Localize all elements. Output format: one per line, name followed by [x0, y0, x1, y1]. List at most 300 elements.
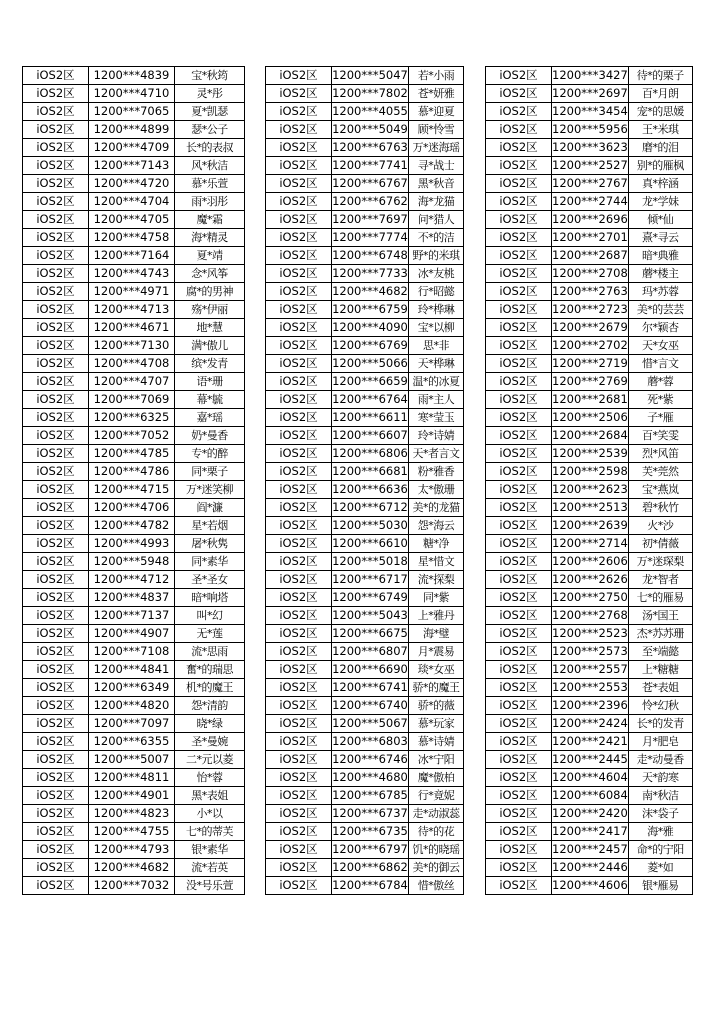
- table-row: [486, 337, 693, 355]
- account-id-cell: 1200***3623: [552, 139, 629, 157]
- player-name-cell: 真*梓涵: [628, 175, 692, 193]
- account-id-cell: 1200***4707: [89, 373, 175, 391]
- account-id-cell: 1200***4606: [552, 877, 629, 895]
- table-row: [266, 301, 464, 319]
- table-row: [266, 265, 464, 283]
- account-id-cell: 1200***4901: [89, 787, 175, 805]
- account-id-cell: 1200***2598: [552, 463, 629, 481]
- account-id-cell: 1200***2708: [552, 265, 629, 283]
- server-cell: iOS2区: [486, 679, 552, 697]
- player-name-cell: 不*的洁: [409, 229, 464, 247]
- player-name-cell: 屠*秋隽: [175, 535, 245, 553]
- table-row: [23, 211, 245, 229]
- server-cell: iOS2区: [23, 373, 89, 391]
- table-row: [266, 391, 464, 409]
- table-row: [486, 373, 693, 391]
- player-name-cell: 行*昭懿: [409, 283, 464, 301]
- server-cell: iOS2区: [23, 103, 89, 121]
- account-id-cell: 1200***7137: [89, 607, 175, 625]
- account-id-cell: 1200***2573: [552, 643, 629, 661]
- account-id-cell: 1200***6636: [332, 481, 409, 499]
- table-row: [266, 211, 464, 229]
- server-cell: iOS2区: [266, 661, 332, 679]
- table-row: [486, 265, 693, 283]
- account-id-cell: 1200***5043: [332, 607, 409, 625]
- server-cell: iOS2区: [486, 139, 552, 157]
- player-name-cell: 海*璧: [409, 625, 464, 643]
- table-row: [486, 877, 693, 895]
- player-name-cell: 苍*表姐: [628, 679, 692, 697]
- player-name-cell: 怨*清韵: [175, 697, 245, 715]
- player-name-cell: 奮*的瑞思: [175, 661, 245, 679]
- player-name-cell: 别*的雁枫: [628, 157, 692, 175]
- table-row: [486, 67, 693, 85]
- server-cell: iOS2区: [23, 229, 89, 247]
- table-row: [23, 391, 245, 409]
- account-id-cell: 1200***6806: [332, 445, 409, 463]
- player-name-cell: 七*的蒂芙: [175, 823, 245, 841]
- server-cell: iOS2区: [23, 157, 89, 175]
- account-id-cell: 1200***6803: [332, 733, 409, 751]
- player-name-cell: 天*桦琳: [409, 355, 464, 373]
- player-name-cell: 星*惜文: [409, 553, 464, 571]
- server-cell: iOS2区: [266, 247, 332, 265]
- account-id-cell: 1200***2714: [552, 535, 629, 553]
- player-name-cell: 风*秋洁: [175, 157, 245, 175]
- account-id-cell: 1200***4786: [89, 463, 175, 481]
- account-id-cell: 1200***7143: [89, 157, 175, 175]
- account-id-cell: 1200***6769: [332, 337, 409, 355]
- player-name-cell: 温*的冰夏: [409, 373, 464, 391]
- server-cell: iOS2区: [486, 175, 552, 193]
- player-name-cell: 天*者言文: [409, 445, 464, 463]
- player-name-cell: 苍*妍雅: [409, 85, 464, 103]
- table-row: [23, 517, 245, 535]
- player-name-cell: 晓*绿: [175, 715, 245, 733]
- server-cell: iOS2区: [266, 445, 332, 463]
- server-cell: iOS2区: [486, 499, 552, 517]
- account-id-cell: 1200***6807: [332, 643, 409, 661]
- table-row: [23, 877, 245, 895]
- account-id-cell: 1200***2557: [552, 661, 629, 679]
- account-id-cell: 1200***4708: [89, 355, 175, 373]
- player-name-cell: 寻*战士: [409, 157, 464, 175]
- server-cell: iOS2区: [266, 625, 332, 643]
- account-id-cell: 1200***4671: [89, 319, 175, 337]
- server-cell: iOS2区: [23, 823, 89, 841]
- account-id-cell: 1200***4680: [332, 769, 409, 787]
- account-id-cell: 1200***5018: [332, 553, 409, 571]
- player-name-cell: 子*雁: [628, 409, 692, 427]
- account-id-cell: 1200***7733: [332, 265, 409, 283]
- player-name-cell: 怨*海云: [409, 517, 464, 535]
- server-cell: iOS2区: [486, 445, 552, 463]
- server-cell: iOS2区: [266, 823, 332, 841]
- table-row: [23, 193, 245, 211]
- account-id-cell: 1200***4755: [89, 823, 175, 841]
- player-name-cell: 寒*莹玉: [409, 409, 464, 427]
- winner-table-2: [265, 66, 464, 895]
- server-cell: iOS2区: [266, 805, 332, 823]
- account-id-cell: 1200***2639: [552, 517, 629, 535]
- server-cell: iOS2区: [266, 157, 332, 175]
- server-cell: iOS2区: [23, 463, 89, 481]
- account-id-cell: 1200***2768: [552, 607, 629, 625]
- server-cell: iOS2区: [266, 679, 332, 697]
- table-row: [266, 625, 464, 643]
- player-name-cell: 同*紫: [409, 589, 464, 607]
- table-row: [486, 211, 693, 229]
- server-cell: iOS2区: [486, 463, 552, 481]
- table-row: [23, 409, 245, 427]
- server-cell: iOS2区: [23, 643, 89, 661]
- table-row: [23, 715, 245, 733]
- account-id-cell: 1200***7032: [89, 877, 175, 895]
- server-cell: iOS2区: [486, 877, 552, 895]
- table-row: [23, 229, 245, 247]
- server-cell: iOS2区: [486, 301, 552, 319]
- table-row: [266, 787, 464, 805]
- account-id-cell: 1200***5956: [552, 121, 629, 139]
- account-id-cell: 1200***4713: [89, 301, 175, 319]
- server-cell: iOS2区: [486, 823, 552, 841]
- account-id-cell: 1200***7108: [89, 643, 175, 661]
- server-cell: iOS2区: [23, 175, 89, 193]
- player-name-cell: 宝*以柳: [409, 319, 464, 337]
- server-cell: iOS2区: [266, 715, 332, 733]
- table-row: [486, 751, 693, 769]
- server-cell: iOS2区: [266, 553, 332, 571]
- player-name-cell: 蘑*楼主: [628, 265, 692, 283]
- server-cell: iOS2区: [266, 121, 332, 139]
- server-cell: iOS2区: [23, 841, 89, 859]
- server-cell: iOS2区: [266, 769, 332, 787]
- server-cell: iOS2区: [266, 787, 332, 805]
- server-cell: iOS2区: [486, 229, 552, 247]
- table-row: [486, 805, 693, 823]
- player-name-cell: 美*的御云: [409, 859, 464, 877]
- player-name-cell: 芙*莞然: [628, 463, 692, 481]
- server-cell: iOS2区: [23, 337, 89, 355]
- player-name-cell: 腐*的男神: [175, 283, 245, 301]
- server-cell: iOS2区: [266, 283, 332, 301]
- table-row: [266, 463, 464, 481]
- server-cell: iOS2区: [486, 157, 552, 175]
- server-cell: iOS2区: [23, 121, 89, 139]
- table-row: [23, 445, 245, 463]
- player-name-cell: 万*迷笑柳: [175, 481, 245, 499]
- table-row: [486, 319, 693, 337]
- player-name-cell: 上*糖糖: [628, 661, 692, 679]
- server-cell: iOS2区: [486, 337, 552, 355]
- player-name-cell: 殇*伊丽: [175, 301, 245, 319]
- server-cell: iOS2区: [486, 607, 552, 625]
- player-name-cell: 海*雅: [628, 823, 692, 841]
- server-cell: iOS2区: [266, 193, 332, 211]
- account-id-cell: 1200***4785: [89, 445, 175, 463]
- table-row: [266, 877, 464, 895]
- account-id-cell: 1200***6735: [332, 823, 409, 841]
- account-id-cell: 1200***2421: [552, 733, 629, 751]
- player-name-cell: 小*以: [175, 805, 245, 823]
- account-id-cell: 1200***5948: [89, 553, 175, 571]
- account-id-cell: 1200***6659: [332, 373, 409, 391]
- server-cell: iOS2区: [486, 553, 552, 571]
- account-id-cell: 1200***2445: [552, 751, 629, 769]
- account-id-cell: 1200***4055: [332, 103, 409, 121]
- account-id-cell: 1200***6737: [332, 805, 409, 823]
- table-row: [266, 805, 464, 823]
- player-name-cell: 惜*言文: [628, 355, 692, 373]
- player-name-cell: 待*的栗子: [628, 67, 692, 85]
- table-row: [486, 625, 693, 643]
- table-row: [486, 661, 693, 679]
- account-id-cell: 1200***7097: [89, 715, 175, 733]
- player-name-cell: 琰*女巫: [409, 661, 464, 679]
- table-row: [23, 481, 245, 499]
- account-id-cell: 1200***2523: [552, 625, 629, 643]
- table-row: [486, 103, 693, 121]
- server-cell: iOS2区: [266, 499, 332, 517]
- player-name-cell: 七*的雁易: [628, 589, 692, 607]
- table-row: [266, 553, 464, 571]
- player-name-cell: 宠*的思媛: [628, 103, 692, 121]
- server-cell: iOS2区: [266, 751, 332, 769]
- server-cell: iOS2区: [23, 301, 89, 319]
- account-id-cell: 1200***6681: [332, 463, 409, 481]
- table-row: [23, 607, 245, 625]
- server-cell: iOS2区: [486, 247, 552, 265]
- account-id-cell: 1200***4712: [89, 571, 175, 589]
- player-name-cell: 圣*圣女: [175, 571, 245, 589]
- account-id-cell: 1200***5049: [332, 121, 409, 139]
- server-cell: iOS2区: [486, 391, 552, 409]
- account-id-cell: 1200***4604: [552, 769, 629, 787]
- account-id-cell: 1200***2420: [552, 805, 629, 823]
- account-id-cell: 1200***4704: [89, 193, 175, 211]
- table-row: [486, 715, 693, 733]
- account-id-cell: 1200***6084: [552, 787, 629, 805]
- table-row: [486, 229, 693, 247]
- server-cell: iOS2区: [486, 625, 552, 643]
- server-cell: iOS2区: [266, 103, 332, 121]
- player-name-cell: 至*端懿: [628, 643, 692, 661]
- account-id-cell: 1200***6607: [332, 427, 409, 445]
- account-id-cell: 1200***2763: [552, 283, 629, 301]
- server-cell: iOS2区: [266, 139, 332, 157]
- server-cell: iOS2区: [23, 661, 89, 679]
- player-name-cell: 天*韵寒: [628, 769, 692, 787]
- table-row: [486, 121, 693, 139]
- table-row: [266, 175, 464, 193]
- player-name-cell: 满*傲儿: [175, 337, 245, 355]
- account-id-cell: 1200***4720: [89, 175, 175, 193]
- table-row: [23, 319, 245, 337]
- server-cell: iOS2区: [486, 571, 552, 589]
- server-cell: iOS2区: [486, 121, 552, 139]
- player-name-cell: 烈*风笛: [628, 445, 692, 463]
- table-row: [266, 643, 464, 661]
- player-name-cell: 太*傲珊: [409, 481, 464, 499]
- server-cell: iOS2区: [266, 337, 332, 355]
- table-row: [266, 337, 464, 355]
- account-id-cell: 1200***6784: [332, 877, 409, 895]
- table-row: [486, 427, 693, 445]
- player-name-cell: 慕*迎夏: [409, 103, 464, 121]
- player-name-cell: 流*若英: [175, 859, 245, 877]
- table-row: [266, 499, 464, 517]
- account-id-cell: 1200***6740: [332, 697, 409, 715]
- table-row: [266, 697, 464, 715]
- account-id-cell: 1200***4705: [89, 211, 175, 229]
- server-cell: iOS2区: [486, 85, 552, 103]
- server-cell: iOS2区: [23, 859, 89, 877]
- server-cell: iOS2区: [23, 139, 89, 157]
- table-row: [486, 301, 693, 319]
- server-cell: iOS2区: [23, 697, 89, 715]
- player-name-cell: 念*风筝: [175, 265, 245, 283]
- account-id-cell: 1200***4090: [332, 319, 409, 337]
- account-id-cell: 1200***2623: [552, 481, 629, 499]
- table-row: [23, 553, 245, 571]
- player-name-cell: 王*米琪: [628, 121, 692, 139]
- account-id-cell: 1200***2719: [552, 355, 629, 373]
- account-id-cell: 1200***5047: [332, 67, 409, 85]
- server-cell: iOS2区: [23, 445, 89, 463]
- player-name-cell: 长*的表叔: [175, 139, 245, 157]
- server-cell: iOS2区: [23, 535, 89, 553]
- table-row: [23, 247, 245, 265]
- table-row: [486, 139, 693, 157]
- account-id-cell: 1200***7697: [332, 211, 409, 229]
- player-name-cell: 美*的龙猫: [409, 499, 464, 517]
- account-id-cell: 1200***2679: [552, 319, 629, 337]
- player-name-cell: 雨*羽彤: [175, 193, 245, 211]
- player-name-cell: 魔*傲柏: [409, 769, 464, 787]
- table-row: [486, 679, 693, 697]
- account-id-cell: 1200***6355: [89, 733, 175, 751]
- server-cell: iOS2区: [266, 607, 332, 625]
- player-name-cell: 尔*颖杏: [628, 319, 692, 337]
- server-cell: iOS2区: [266, 85, 332, 103]
- account-id-cell: 1200***6746: [332, 751, 409, 769]
- table-row: [23, 859, 245, 877]
- server-cell: iOS2区: [23, 517, 89, 535]
- player-name-cell: 万*迷琛梨: [628, 553, 692, 571]
- table-row: [23, 337, 245, 355]
- table-row: [266, 193, 464, 211]
- table-row: [486, 175, 693, 193]
- player-name-cell: 银*雁易: [628, 877, 692, 895]
- player-name-cell: 缤*发青: [175, 355, 245, 373]
- player-name-cell: 没*号乐萱: [175, 877, 245, 895]
- table-row: [23, 571, 245, 589]
- player-name-cell: 骄*的魔王: [409, 679, 464, 697]
- player-name-cell: 美*的芸芸: [628, 301, 692, 319]
- server-cell: iOS2区: [23, 355, 89, 373]
- table-row: [266, 67, 464, 85]
- player-name-cell: 冰*友桃: [409, 265, 464, 283]
- player-name-cell: 菱*如: [628, 859, 692, 877]
- table-row: [23, 535, 245, 553]
- server-cell: iOS2区: [486, 859, 552, 877]
- server-cell: iOS2区: [23, 499, 89, 517]
- account-id-cell: 1200***5007: [89, 751, 175, 769]
- account-id-cell: 1200***7052: [89, 427, 175, 445]
- player-name-cell: 瑟*公子: [175, 121, 245, 139]
- player-name-cell: 银*素华: [175, 841, 245, 859]
- table-row: [486, 157, 693, 175]
- server-cell: iOS2区: [266, 229, 332, 247]
- table-row: [266, 859, 464, 877]
- account-id-cell: 1200***4899: [89, 121, 175, 139]
- player-name-cell: 玲*诗婧: [409, 427, 464, 445]
- server-cell: iOS2区: [486, 193, 552, 211]
- server-cell: iOS2区: [23, 265, 89, 283]
- account-id-cell: 1200***6759: [332, 301, 409, 319]
- account-id-cell: 1200***4706: [89, 499, 175, 517]
- server-cell: iOS2区: [23, 787, 89, 805]
- account-id-cell: 1200***6610: [332, 535, 409, 553]
- player-name-cell: 海*精灵: [175, 229, 245, 247]
- table-row: [486, 499, 693, 517]
- player-name-cell: 机*的魔王: [175, 679, 245, 697]
- table-row: [486, 769, 693, 787]
- account-id-cell: 1200***2424: [552, 715, 629, 733]
- server-cell: iOS2区: [23, 427, 89, 445]
- player-name-cell: 熹*寻云: [628, 229, 692, 247]
- account-id-cell: 1200***6717: [332, 571, 409, 589]
- table-row: [266, 229, 464, 247]
- player-name-cell: 天*女巫: [628, 337, 692, 355]
- account-id-cell: 1200***4907: [89, 625, 175, 643]
- server-cell: iOS2区: [23, 877, 89, 895]
- server-cell: iOS2区: [23, 769, 89, 787]
- table-row: [23, 697, 245, 715]
- player-name-cell: 宝*秋筠: [175, 67, 245, 85]
- table-row: [23, 121, 245, 139]
- server-cell: iOS2区: [486, 751, 552, 769]
- server-cell: iOS2区: [486, 355, 552, 373]
- player-name-cell: 龙*学妹: [628, 193, 692, 211]
- account-id-cell: 1200***2553: [552, 679, 629, 697]
- account-id-cell: 1200***2626: [552, 571, 629, 589]
- account-id-cell: 1200***6325: [89, 409, 175, 427]
- table-row: [486, 841, 693, 859]
- player-name-cell: 百*笑雯: [628, 427, 692, 445]
- player-name-cell: 地*慧: [175, 319, 245, 337]
- server-cell: iOS2区: [486, 427, 552, 445]
- player-name-cell: 初*倩薇: [628, 535, 692, 553]
- player-name-cell: 倾*仙: [628, 211, 692, 229]
- player-name-cell: 若*小雨: [409, 67, 464, 85]
- account-id-cell: 1200***3454: [552, 103, 629, 121]
- player-name-cell: 命*的宁阳: [628, 841, 692, 859]
- table-row: [266, 157, 464, 175]
- table-row: [486, 481, 693, 499]
- player-name-cell: 野*的米琪: [409, 247, 464, 265]
- winner-table-1: [22, 66, 245, 895]
- table-row: [23, 103, 245, 121]
- account-id-cell: 1200***7065: [89, 103, 175, 121]
- server-cell: iOS2区: [266, 391, 332, 409]
- account-id-cell: 1200***4793: [89, 841, 175, 859]
- table-row: [23, 787, 245, 805]
- table-row: [23, 589, 245, 607]
- account-id-cell: 1200***6767: [332, 175, 409, 193]
- table-row: [486, 535, 693, 553]
- server-cell: iOS2区: [486, 373, 552, 391]
